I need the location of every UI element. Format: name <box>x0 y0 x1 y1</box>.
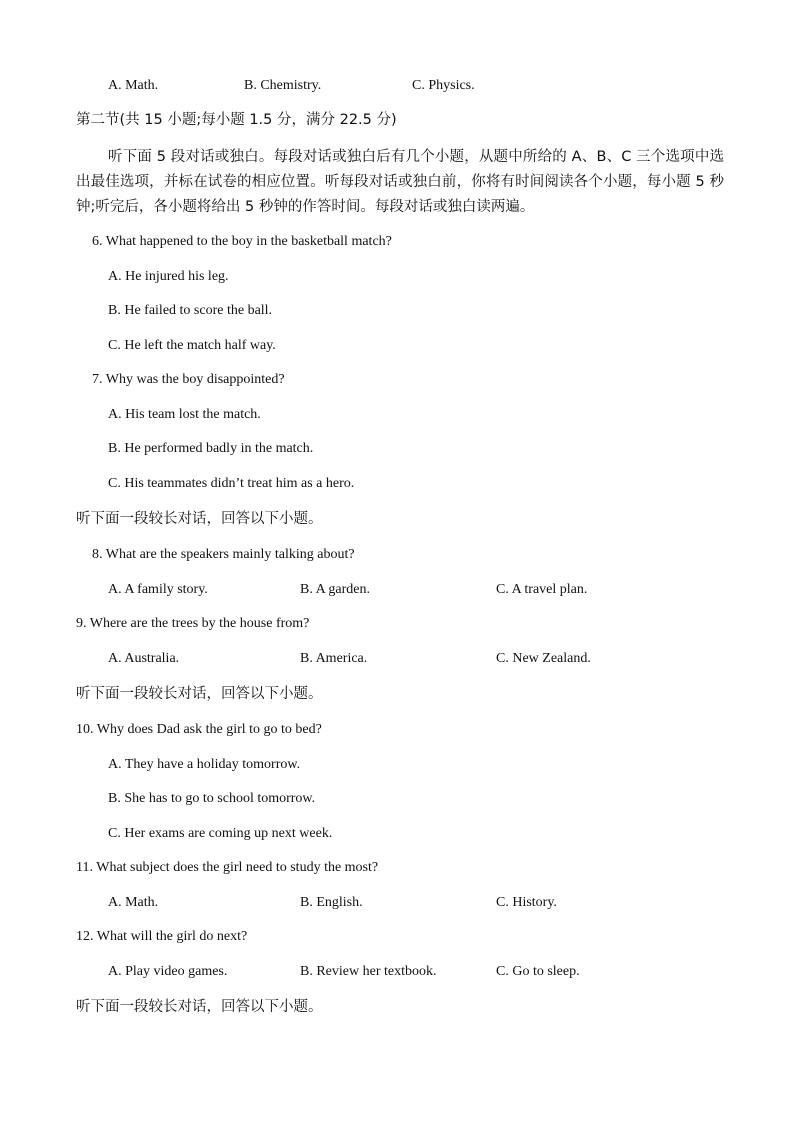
question-12: 12. What will the girl do next? <box>76 929 248 944</box>
q10-option-b: B. She has to go to school tomorrow. <box>108 791 316 806</box>
q7-option-c: C. His teammates didn’t treat him as a hero. <box>108 476 355 491</box>
question-6: 6. What happened to the boy in the basketball match? <box>92 234 392 249</box>
q6-option-c: C. He left the match half way. <box>108 338 276 353</box>
q11-option-c: C. History. <box>496 895 557 910</box>
dialogue-prompt-1: 听下面一段较长对话，回答以下小题。 <box>76 511 323 527</box>
q6-option-a: A. He injured his leg. <box>108 269 229 284</box>
q11-option-b: B. English. <box>300 895 363 910</box>
q12-option-c: C. Go to sleep. <box>496 964 580 979</box>
q10-option-a: A. They have a holiday tomorrow. <box>108 757 301 772</box>
question-9: 9. Where are the trees by the house from? <box>76 616 310 631</box>
question-8: 8. What are the speakers mainly talking about? <box>92 547 355 562</box>
q5-option-b: B. Chemistry. <box>244 78 322 93</box>
dialogue-prompt-3: 听下面一段较长对话，回答以下小题。 <box>76 999 323 1015</box>
q9-option-b: B. America. <box>300 651 368 666</box>
q8-option-c: C. A travel plan. <box>496 582 588 597</box>
section2-heading: 第二节(共 15 小题;每小题 1.5 分，满分 22.5 分) <box>76 112 397 128</box>
q6-option-b: B. He failed to score the ball. <box>108 303 273 318</box>
question-11: 11. What subject does the girl need to study the most? <box>76 860 379 875</box>
question-10: 10. Why does Dad ask the girl to go to bed? <box>76 722 322 737</box>
q9-option-c: C. New Zealand. <box>496 651 591 666</box>
q7-option-b: B. He performed badly in the match. <box>108 441 314 456</box>
q12-option-b: B. Review her textbook. <box>300 964 437 979</box>
q10-option-c: C. Her exams are coming up next week. <box>108 826 333 841</box>
q7-option-a: A. His team lost the match. <box>108 407 261 422</box>
q12-option-a: A. Play video games. <box>108 964 228 979</box>
q11-option-a: A. Math. <box>108 895 159 910</box>
dialogue-prompt-2: 听下面一段较长对话，回答以下小题。 <box>76 686 323 702</box>
q8-option-b: B. A garden. <box>300 582 370 597</box>
q5-option-a: A. Math. <box>108 78 159 93</box>
q8-option-a: A. A family story. <box>108 582 208 597</box>
section2-instructions: 听下面 5 段对话或独白。每段对话或独白后有几个小题，从题中所给的 A、B、C 三个选项中选出最佳选项，并标在试卷的相应位置。听每段对话或独白前，你将有时间阅读各个小题，每小题 5 秒钟;听完后，各小题将给出 5 秒钟的作答时间。每段对话或独白读两遍。 <box>76 149 724 215</box>
q5-option-c: C. Physics. <box>412 78 475 93</box>
q9-option-a: A. Australia. <box>108 651 180 666</box>
question-7: 7. Why was the boy disappointed? <box>92 372 285 387</box>
